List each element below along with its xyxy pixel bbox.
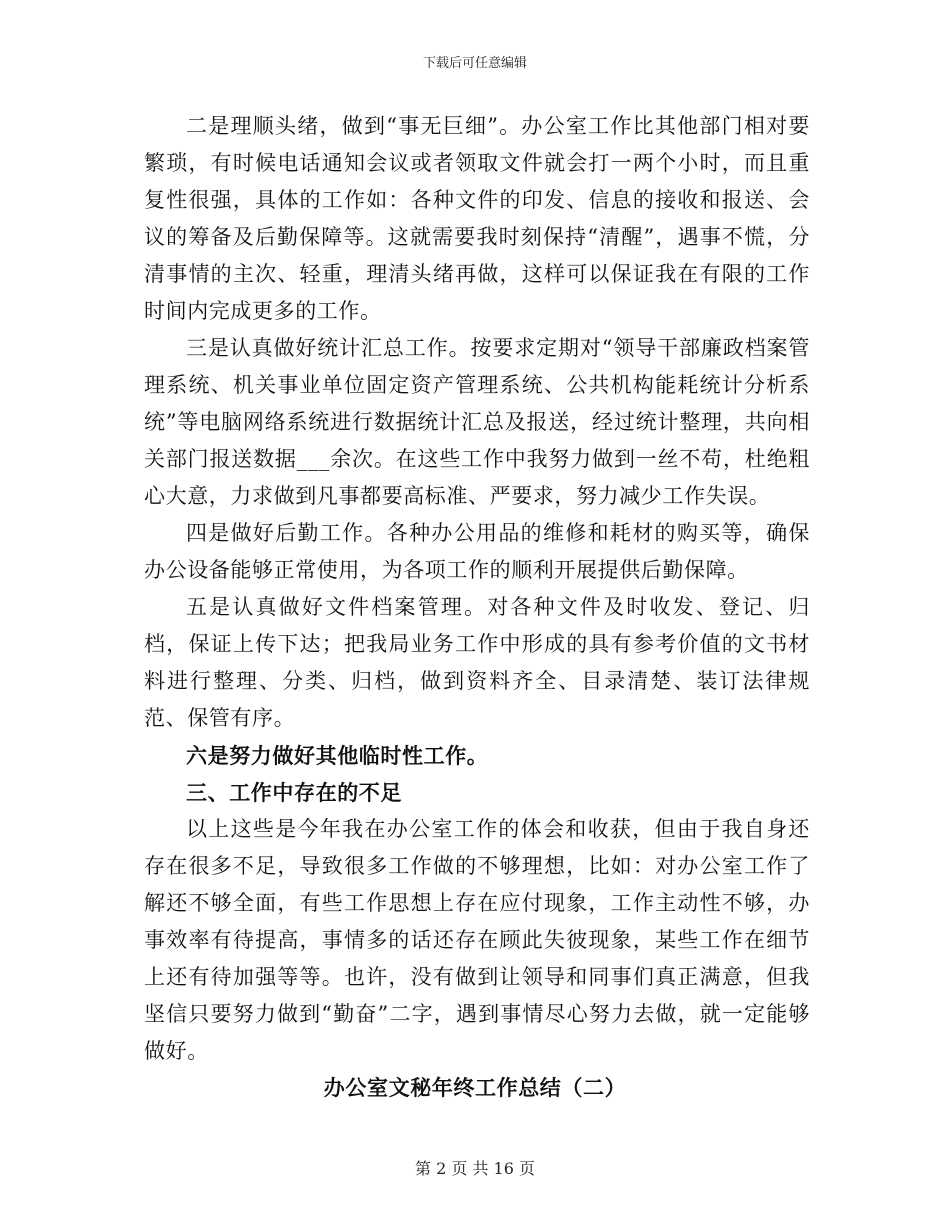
page-footer: 第 2 页 共 16 页 (415, 1159, 535, 1178)
paragraph-item-3: 三是认真做好统计汇总工作。按要求定期对“领导干部廉政档案管理系统、机关事业单位固定资产管理系统、公共机构能耗统计分析系统”等电脑网络系统进行数据统计汇总及报送，经过统计整理，共向相关部门报送数据___余次。在这些工作中我努力做到一丝不苟，杜绝粗心大意，力求做到凡事都要高标准、严要求，努力减少工作失误。 (144, 336, 810, 508)
section-heading-shortcomings: 三、工作中存在的不足 (186, 780, 402, 805)
section-title: 办公室文秘年终工作总结（二） (323, 1075, 627, 1100)
document-body (144, 108, 810, 1070)
paragraph-item-2: 二是理顺头绪，做到“事无巨细”。办公室工作比其他部门相对要繁琐，有时候电话通知会议或者领取文件就会打一两个小时，而且重复性很强，具体的工作如：各种文件的印发、信息的接收和报送、会议的筹备及后勤保障等。这就需要我时刻保持“清醒”，遇事不慌，分清事情的主次、轻重，理清头绪再做，这样可以保证我在有限的工作时间内完成更多的工作。 (144, 114, 810, 323)
paragraph-item-5: 五是认真做好文件档案管理。对各种文件及时收发、登记、归档，保证上传下达；把我局业务工作中形成的具有参考价值的文书材料进行整理、分类、归档，做到资料齐全、目录清楚、装订法律规范、保管有序。 (144, 595, 810, 730)
paragraph-item-4: 四是做好后勤工作。各种办公用品的维修和耗材的购买等，确保办公设备能够正常使用，为各项工作的顺利开展提供后勤保障。 (144, 521, 810, 582)
paragraph-shortcomings: 以上这些是今年我在办公室工作的体会和收获，但由于我自身还存在很多不足，导致很多工作做的不够理想，比如：对办公室工作了解还不够全面，有些工作思想上存在应付现象，工作主动性不够，办事效率有待提高，事情多的话还存在顾此失彼现象，某些工作在细节上还有待加强等等。也许，没有做到让领导和同事们真正满意，但我坚信只要努力做到“勤奋”二字，遇到事情尽心努力去做，就一定能够做好。 (144, 817, 810, 1063)
header-note: 下载后可任意编辑 (422, 56, 527, 71)
paragraph-item-6: 六是努力做好其他临时性工作。 (186, 743, 489, 768)
